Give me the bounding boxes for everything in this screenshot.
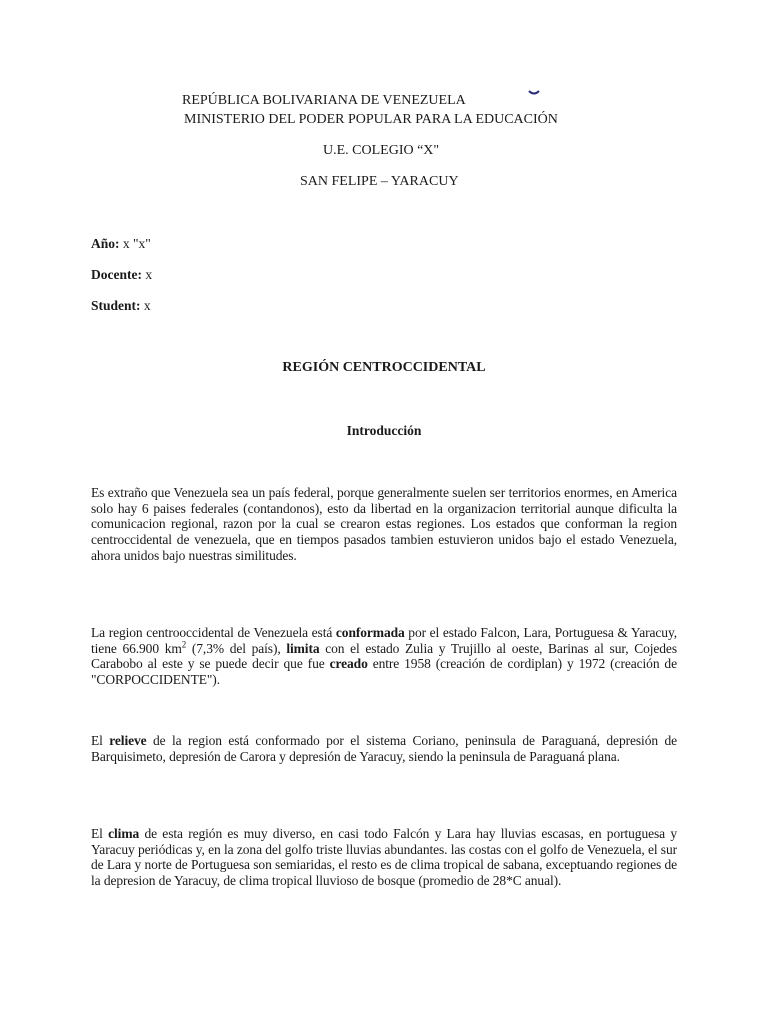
document-title: REGIÓN CENTROCCIDENTAL [282,360,486,375]
paragraph-climate: El clima de esta región es muy diverso, en casi todo Falcón y Lara hay lluvias escasas, en portuguesa y Yaracuy periódicas y, en la zona del golfo triste lluvias abundantes. las costas con el golfo de Venezuela, el sur de Lara y norte de Portuguesa son semiaridas, el resto es de clima tropical de sabana, exceptuando regiones de la depresion de Yaracuy, de clima tropical lluvioso de bosque (promedio de 28*C anual). [91,826,677,889]
header-school: U.E. COLEGIO “X" [323,143,440,158]
header-republic: REPÚBLICA BOLIVARIANA DE VENEZUELA [182,93,466,108]
year-row [91,236,151,252]
teacher-value: x [145,267,153,282]
section-title: Introducción [346,423,422,438]
paragraph-region: La region centrooccidental de Venezuela está conformada por el estado Falcon, Lara, Portuguesa & Yaracuy, tiene 66.900 $km^2$ (7,3% del país), limita con el estado Zulia y Trujillo al oeste, Barinas al sur, Cojedes Carabobo al este y se puede decir que fue creado entre 1958 (creación de cordiplan) y 1972 (creación de "CORPOCCIDENTE"). [91,625,677,688]
student-row [91,298,151,314]
logo-mark-icon [528,90,540,96]
teacher-label: Docente: [91,267,142,282]
student-value: x [143,298,151,313]
student-label: Student: [91,298,141,313]
year-value: x "x" [122,236,151,251]
teacher-row [91,267,152,283]
paragraph-intro: Es extraño que Venezuela sea un país federal, porque generalmente suelen ser territorios enormes, en America solo hay 6 paises federales (contandonos), esto da libertad en la organizacion territorial aunque dificulta la comunicacion regional, razon por la cual se crearon estas regiones. Los estados que conforman la region centroccidental de venezuela, que en tiempos pasados tambien estuvieron unidos bajo el estado Venezuela, ahora unidos bajo nuestras similitudes. [91,485,677,563]
paragraph-relief: El relieve de la region está conformado por el sistema Coriano, peninsula de Paraguaná, depresión de Barquisimeto, depresión de Carora y depresión de Yaracuy, siendo la peninsula de Paraguaná plana. [91,733,677,764]
header-location: SAN FELIPE – YARACUY [300,174,459,189]
header-ministry: MINISTERIO DEL PODER POPULAR PARA LA EDUCACIÓN [184,112,558,127]
year-label: Año: [91,236,120,251]
